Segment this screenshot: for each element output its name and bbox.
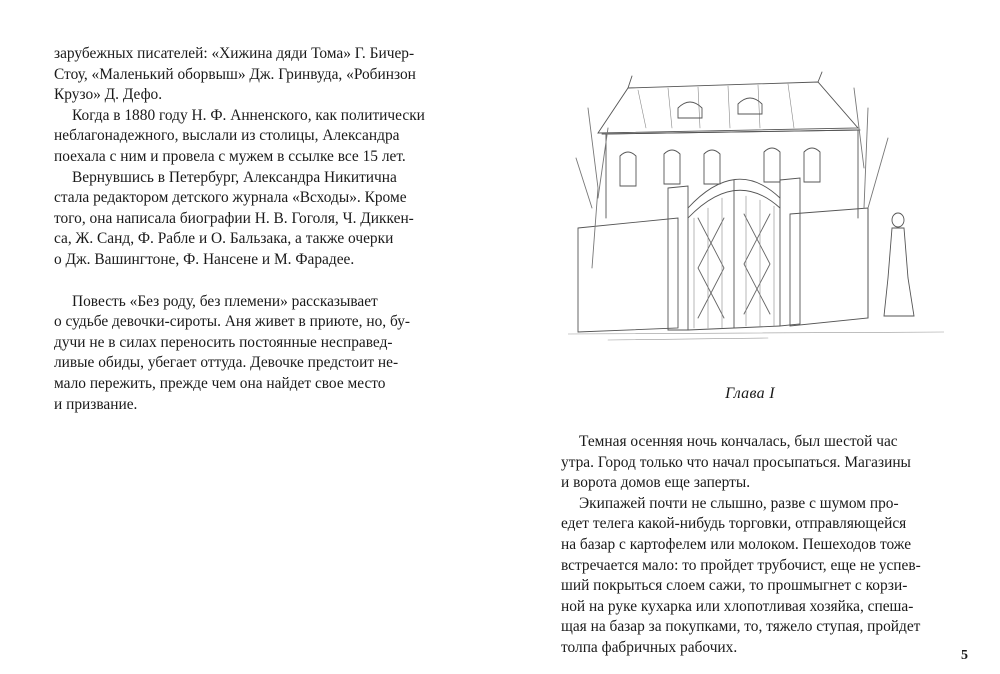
page-number: 5: [961, 648, 968, 663]
left-paragraph-1: зарубежных писателей: «Хижина дяди Тома» Г. Бичер- Стоу, «Маленький оборвыш» Дж. Гринвуда, «Робинзон Крузо» Д. Дефо.: [54, 45, 416, 104]
right-page: [500, 0, 1000, 674]
left-paragraph-2: Когда в 1880 году Н. Ф. Анненского, как политически неблагонадежного, выслали из столицы, Александра поехала с ним и провела с мужем в ссылке все 15 лет.: [54, 106, 425, 165]
section-gap: [54, 271, 439, 292]
right-text-column: [561, 432, 946, 659]
house-gate-illustration: [568, 68, 944, 352]
right-paragraph-2: Экипажей почти не слышно, разве с шумом про- едет телега какой-нибудь торговки, отправляющейся на базар с картофелем или молоком. Пешеходов тоже встречается мало: то пройдет трубочист, еще не успев- ший покрыться слоем сажи, то прошмыгнет с корзи- ной на руке кухарка или хлопотливая хозяйка, спеша- щая на базар за покупками, то, тяжело ступая, пройдет толпа фабричных рабочих.: [561, 494, 921, 656]
chapter-title: Глава I: [725, 385, 775, 402]
left-paragraph-4: Повесть «Без роду, без племени» рассказывает о судьбе девочки-сироты. Аня живет в приюте, но, бу- дучи не в силах переносить постоянные несправед- ливые обиды, убегает оттуда. Девочке предстоит не- мало пережить, прежде чем она найдет свое место и призвание.: [54, 292, 411, 413]
right-paragraph-1: Темная осенняя ночь кончалась, был шестой час утра. Город только что начал просыпаться. Магазины и ворота домов еще заперты.: [561, 433, 911, 492]
left-paragraph-3: Вернувшись в Петербург, Александра Никитична стала редактором детского журнала «Всходы». Кроме того, она написала биографии Н. В. Гоголя, Ч. Диккен- са, Ж. Санд, Ф. Рабле и О. Бальзака, а также очерки о Дж. Вашингтоне, Ф. Нансене и М. Фарадее.: [54, 168, 414, 268]
left-text-column: [54, 44, 439, 415]
